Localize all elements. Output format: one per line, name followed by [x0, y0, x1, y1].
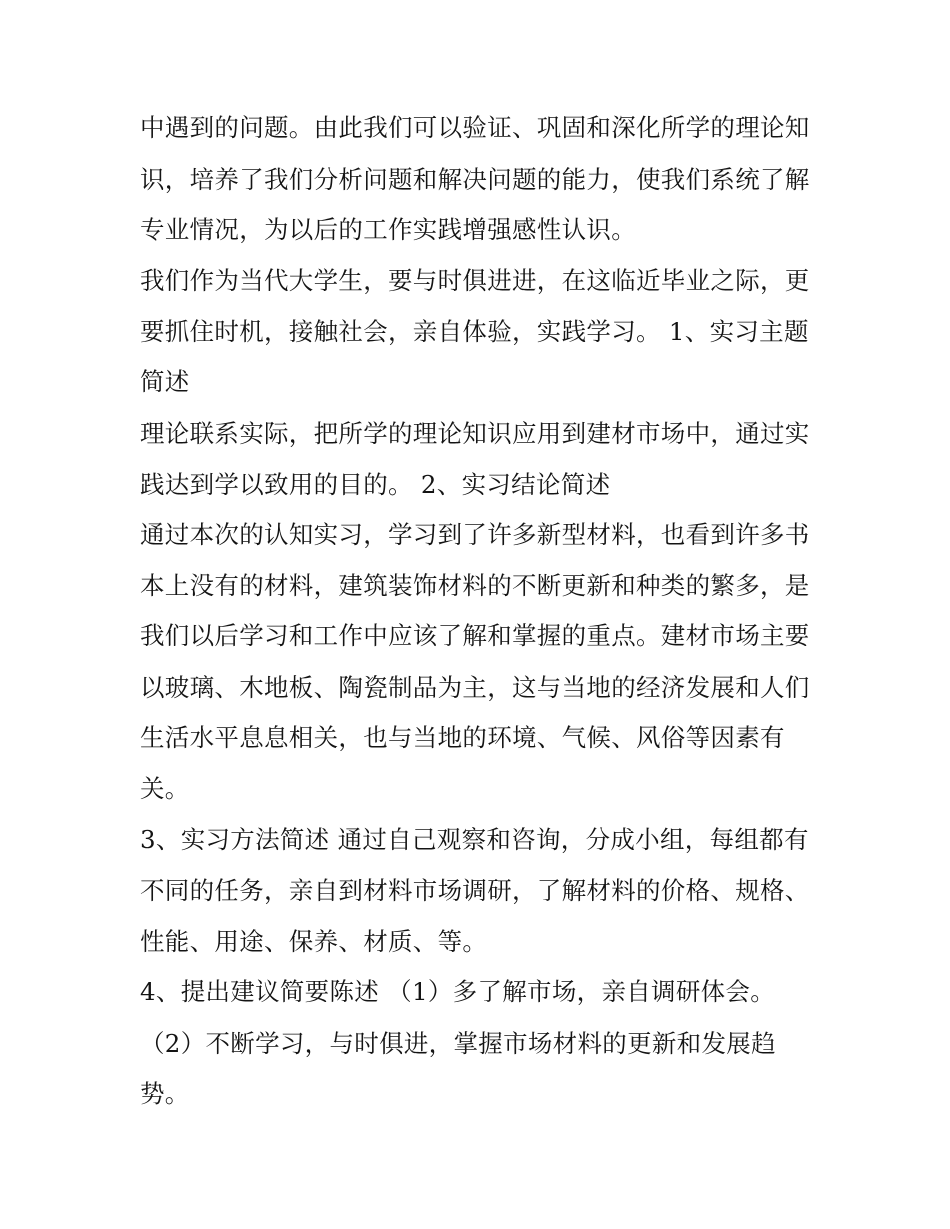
text-line: 不同的任务，亲自到材料市场调研，了解材料的价格、规格、	[140, 876, 810, 905]
text-line: 我们作为当代大学生，要与时俱进进，在这临近毕业之际，更	[140, 266, 810, 295]
text-line: 生活水平息息相关，也与当地的环境、气候、风俗等因素有	[140, 723, 785, 752]
text-line: 4、提出建议简要陈述 （1）多了解市场，亲自调研体会。	[140, 977, 776, 1006]
text-line: 本上没有的材料，建筑装饰材料的不断更新和种类的繁多，是	[140, 571, 810, 600]
text-line: 3、实习方法简述 通过自己观察和咨询，分成小组，每组都有	[140, 825, 809, 854]
text-line: （2）不断学习，与时俱进，掌握市场材料的更新和发展趋	[140, 1029, 776, 1058]
text-line: 关。	[140, 774, 190, 803]
text-line: 势。	[140, 1079, 190, 1108]
text-line: 践达到学以致用的目的。 2、实习结论简述	[140, 470, 611, 499]
text-line: 中遇到的问题。由此我们可以验证、巩固和深化所学的理论知	[140, 113, 810, 142]
text-line: 通过本次的认知实习，学习到了许多新型材料，也看到许多书	[140, 520, 810, 549]
text-line: 以玻璃、木地板、陶瓷制品为主，这与当地的经济发展和人们	[140, 673, 810, 702]
text-line: 性能、用途、保养、材质、等。	[140, 927, 488, 956]
text-line: 专业情况，为以后的工作实践增强感性认识。	[140, 215, 636, 244]
text-line: 理论联系实际，把所学的理论知识应用到建材市场中，通过实	[140, 419, 810, 448]
text-line: 识，培养了我们分析问题和解决问题的能力，使我们系统了解	[140, 165, 810, 194]
text-line: 简述	[140, 367, 190, 396]
text-line: 我们以后学习和工作中应该了解和掌握的重点。建材市场主要	[140, 621, 810, 650]
text-line: 要抓住时机，接触社会，亲自体验，实践学习。 1、实习主题	[140, 317, 809, 346]
